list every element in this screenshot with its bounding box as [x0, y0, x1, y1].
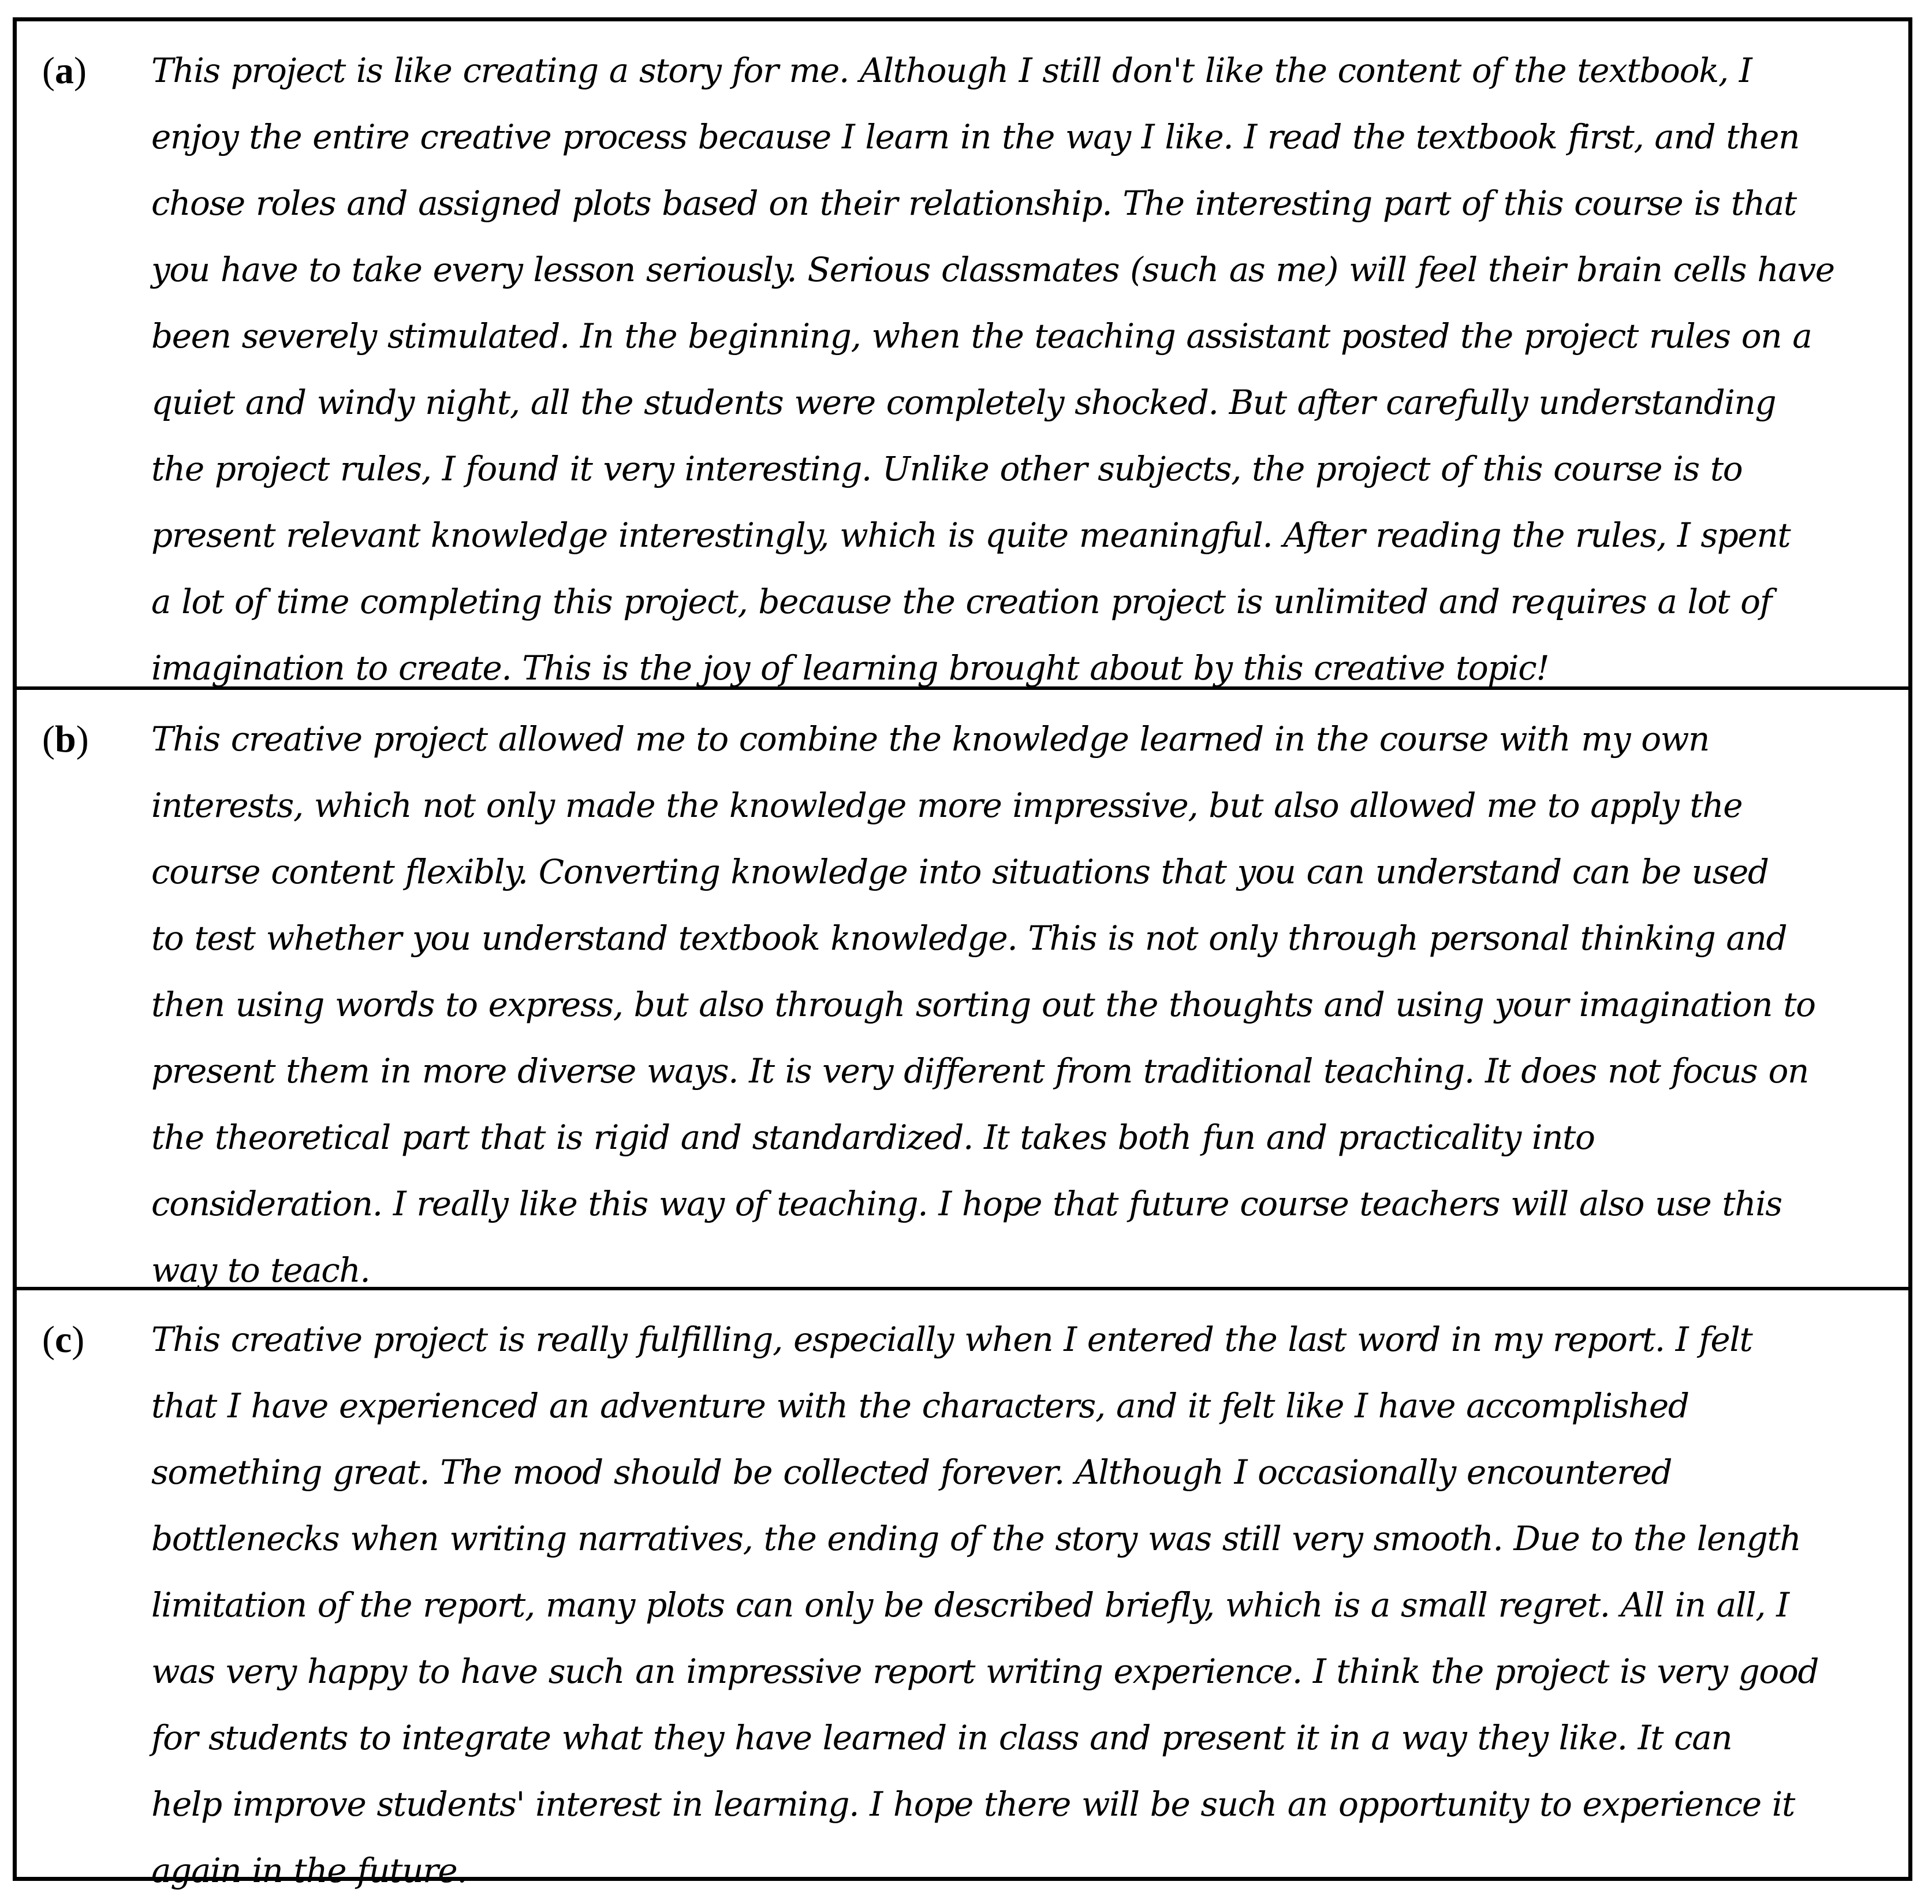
- text-line: then using words to express, but also through sorting out the thoughts and using your imagination to: [151, 985, 1815, 1024]
- text-line: enjoy the entire creative process because I learn in the way I like. I read the textbook first, and then: [151, 117, 1800, 156]
- label-letter: b: [54, 718, 76, 760]
- text-line: you have to take every lesson seriously. Serious classmates (such as me) will feel their brain cells have: [151, 250, 1834, 289]
- text-line: consideration. I really like this way of teaching. I hope that future course teachers will also use this: [151, 1184, 1782, 1223]
- text-line: This creative project allowed me to combine the knowledge learned in the course with my own: [151, 719, 1709, 759]
- label-letter: a: [54, 50, 74, 92]
- text-line: a lot of time completing this project, because the creation project is unlimited and requires a lot of: [151, 582, 1771, 621]
- row-label-b: [42, 706, 89, 772]
- text-line: to test whether you understand textbook knowledge. This is not only through personal thinking and: [151, 919, 1787, 958]
- label-open-paren: (: [42, 718, 55, 760]
- feedback-text-c: [151, 1306, 1888, 1904]
- row-label-a: [42, 38, 87, 104]
- feedback-text-a: [151, 38, 1888, 701]
- label-letter: c: [54, 1319, 72, 1361]
- label-close-paren: ): [72, 1319, 85, 1361]
- label-open-paren: (: [42, 50, 55, 92]
- feedback-text-b: [151, 706, 1888, 1304]
- text-line: limitation of the report, many plots can only be described briefly, which is a small regret. All in all, I: [151, 1585, 1789, 1625]
- text-line: the theoretical part that is rigid and standardized. It takes both fun and practicality into: [151, 1118, 1595, 1157]
- text-line: help improve students' interest in learning. I hope there will be such an opportunity to experience it: [151, 1784, 1795, 1824]
- text-line: course content flexibly. Converting knowledge into situations that you can understand can be used: [151, 852, 1769, 891]
- text-line: way to teach.: [151, 1250, 370, 1290]
- feedback-row-b: [17, 686, 1908, 1290]
- text-line: the project rules, I found it very interesting. Unlike other subjects, the project of this course is to: [151, 449, 1743, 488]
- text-line: was very happy to have such an impressive report writing experience. I think the project is very good: [151, 1652, 1819, 1691]
- text-line: for students to integrate what they have learned in class and present it in a way they like. It can: [151, 1718, 1732, 1757]
- label-close-paren: ): [76, 718, 89, 760]
- text-line: been severely stimulated. In the beginning, when the teaching assistant posted the project rules on a: [151, 316, 1812, 356]
- feedback-row-c: [17, 1287, 1908, 1890]
- text-line: present relevant knowledge interestingly, which is quite meaningful. After reading the rules, I spent: [151, 516, 1791, 555]
- text-line: imagination to create. This is the joy of learning brought about by this creative topic!: [151, 648, 1549, 688]
- text-line: present them in more diverse ways. It is very different from traditional teaching. It does not focus on: [151, 1051, 1808, 1091]
- text-line: quiet and windy night, all the students were completely shocked. But after carefully understanding: [151, 383, 1776, 422]
- feedback-row-a: [17, 21, 1908, 686]
- text-line: interests, which not only made the knowledge more impressive, but also allowed me to apply the: [151, 786, 1743, 825]
- text-line: again in the future.: [151, 1851, 467, 1890]
- text-line: bottlenecks when writing narratives, the ending of the story was still very smooth. Due to the length: [151, 1519, 1801, 1558]
- student-feedback-table: [13, 17, 1912, 1890]
- text-line: This project is like creating a story for me. Although I still don't like the content of the textbook, I: [151, 51, 1752, 90]
- label-close-paren: ): [73, 50, 87, 92]
- text-line: that I have experienced an adventure with the characters, and it felt like I have accomplished: [151, 1386, 1689, 1425]
- text-line: something great. The mood should be collected forever. Although I occasionally encountered: [151, 1453, 1672, 1492]
- row-label-c: [42, 1306, 84, 1373]
- label-open-paren: (: [42, 1319, 55, 1361]
- text-line: chose roles and assigned plots based on their relationship. The interesting part of this course is that: [151, 184, 1796, 223]
- text-line: This creative project is really fulfilling, especially when I entered the last word in my report. I felt: [151, 1320, 1752, 1359]
